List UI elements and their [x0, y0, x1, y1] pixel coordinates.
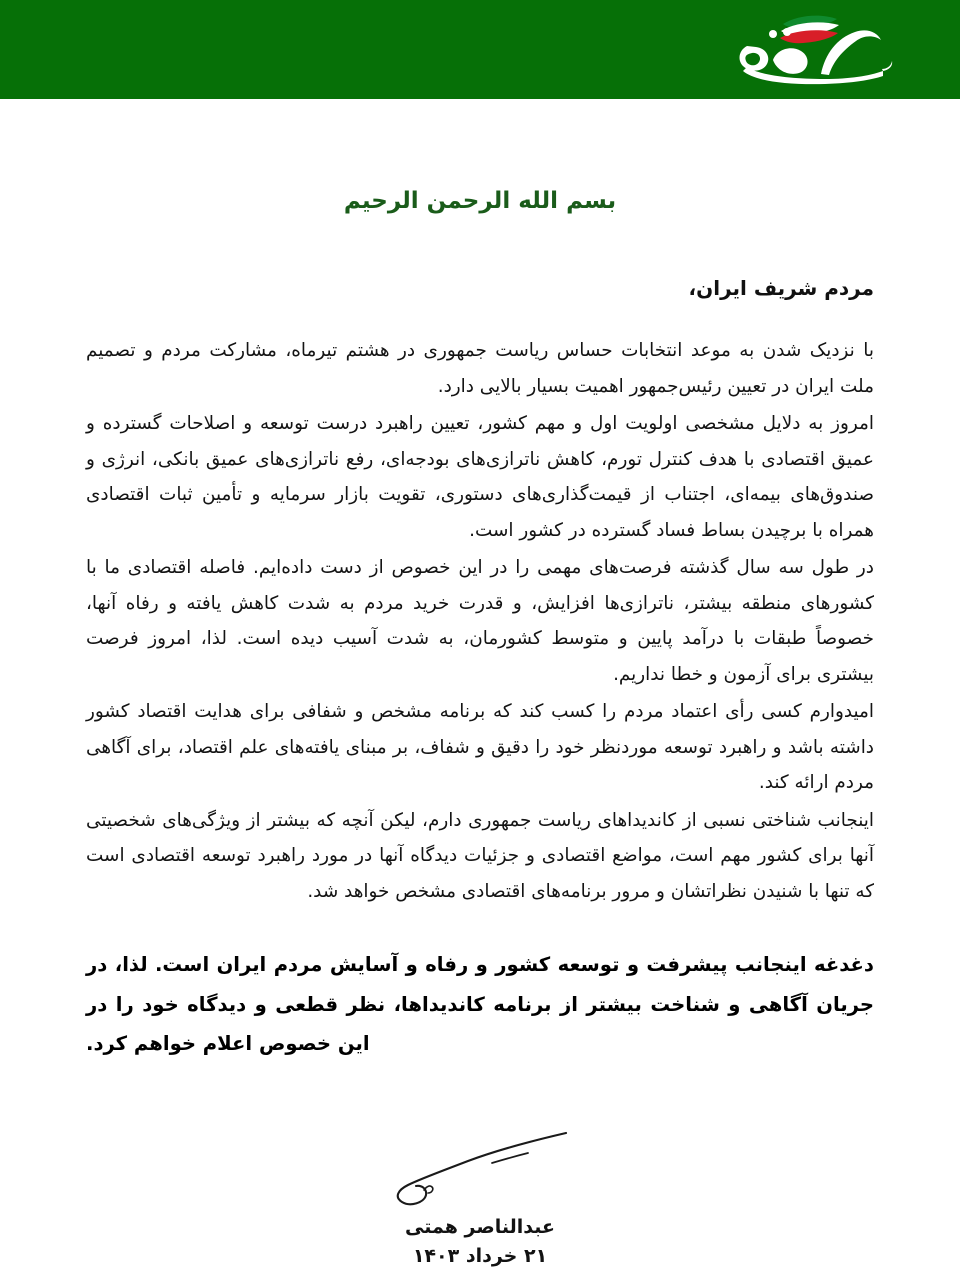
- closing-paragraph: دغدغه اینجانب پیشرفت و توسعه کشور و رفاه و آسایش مردم ایران است. لذا، در جریان آگاهی و شناخت بیشتر از برنامه کاندیداها، نظر قطعی و دیدگاه خود را در این خصوص اعلام خواهم کرد.: [86, 953, 874, 1055]
- letter-paragraphs: [86, 333, 874, 1063]
- signature-block: [86, 1123, 874, 1272]
- salutation: مردم شریف ایران،: [688, 276, 874, 301]
- header-banner: [0, 0, 960, 99]
- paragraph: امیدوارم کسی رأی اعتماد مردم را کسب کند که برنامه مشخص و شفافی برای هدایت اقتصاد کشور داشته باشد و راهبرد توسعه موردنظر خود را دقیق و شفاف، بر مبنای یافته‌های علم اقتصاد، برای آگاهی مردم ارائه کند.: [86, 701, 874, 794]
- signature-stroke-icon: [380, 1123, 580, 1209]
- signature-date: ۲۱ خرداد ۱۴۰۳: [412, 1245, 548, 1268]
- hemmat-logo: [725, 8, 915, 92]
- paragraph: امروز به دلایل مشخصی اولویت اول و مهم کشور، تعیین راهبرد درست توسعه و اصلاحات گسترده و عمیق اقتصادی با هدف کنترل تورم، کاهش ناترازی‌های بودجه‌ای، رفع ناترازی‌های عمیق بانکی، انرژی و صندوق‌های بیمه‌ای، اجتناب از قیمت‌گذاری‌های دستوری، تقویت بازار سرمایه و تأمین ثبات اقتصادی همراه با برچیدن بساط فساد گسترده در کشور است.: [86, 413, 874, 541]
- basmala: بسم الله الرحمن الرحیم: [343, 188, 617, 214]
- paragraph: با نزدیک شدن به موعد انتخابات حساس ریاست جمهوری در هشتم تیرماه، مشارکت مردم و تصمیم ملت ایران در تعیین رئیس‌جمهور اهمیت بسیار بالایی دارد.: [86, 340, 874, 397]
- signer-name: عبدالناصر همتی: [405, 1216, 555, 1238]
- paragraph: اینجانب شناختی نسبی از کاندیداهای ریاست جمهوری دارم، لیکن آنچه که بیشتر از ویژگی‌های شخصیتی آنها برای کشور مهم است، مواضع اقتصادی و جزئیات دیدگاه آنها در مورد راهبرد توسعه اقتصادی است که تنها با شنیدن نظراتشان و مرور برنامه‌های اقتصادی مشخص خواهد شد.: [86, 809, 874, 902]
- letter-body: [0, 185, 960, 1272]
- paragraph: در طول سه سال گذشته فرصت‌های مهمی را در این خصوص از دست داده‌ایم. فاصله اقتصادی ما با کشورهای منطقه بیشتر، ناترازی‌ها افزایش، و قدرت خرید مردم به شدت کاهش یافته و رفاه آنها، خصوصاً طبقات با درآمد پایین و متوسط کشورمان، به شدت آسیب دیده است. لذا، امروز فرصت بیشتری برای آزمون و خطا نداریم.: [86, 557, 874, 685]
- hemmat-logo-icon: [725, 8, 915, 92]
